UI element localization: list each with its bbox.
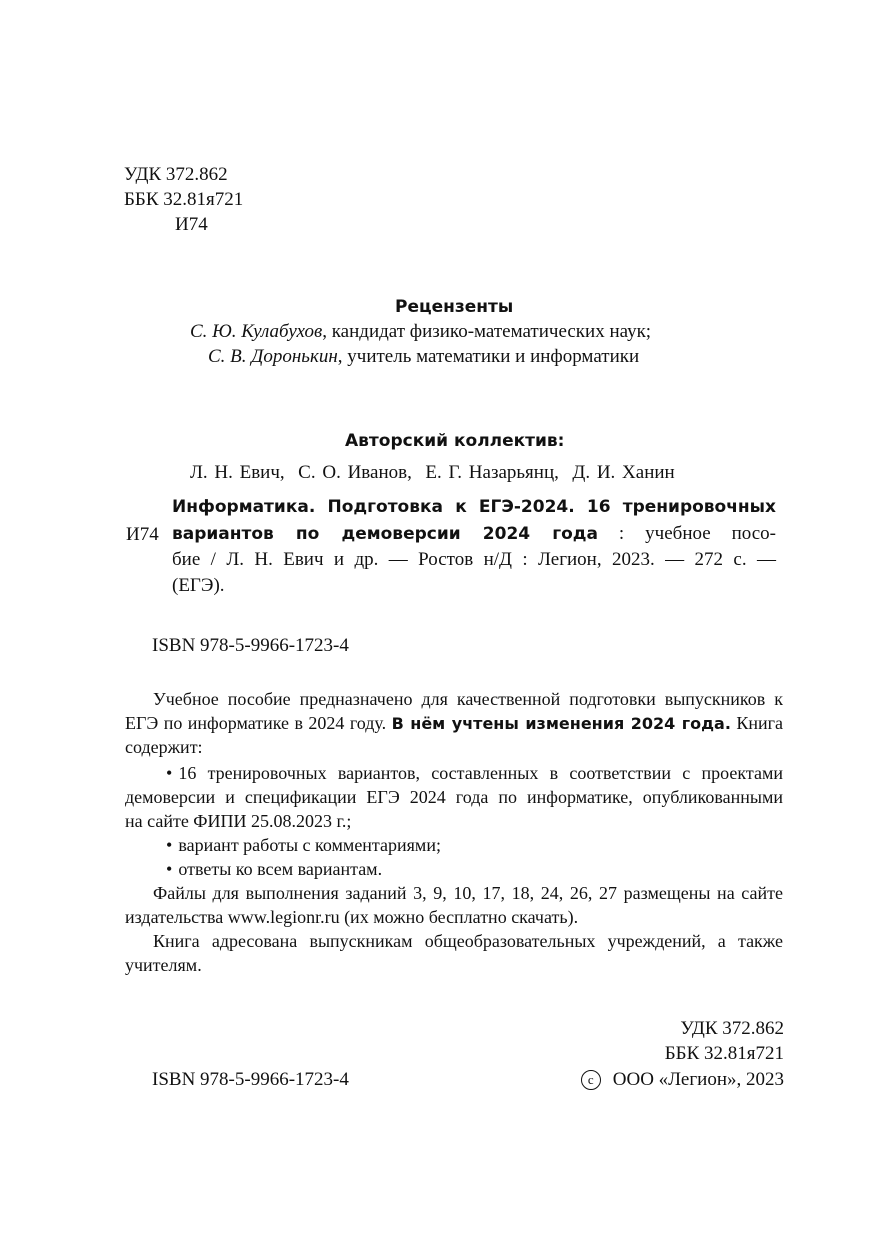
isbn-top: ISBN 978-5-9966-1723-4: [152, 635, 349, 656]
catalog-title-rest: : учебное посо-: [597, 523, 776, 544]
annotation-p3-line1: Книга адресована выпускникам общеобразовательных учреждений, а также: [153, 931, 783, 951]
copyright-icon: c: [581, 1070, 601, 1090]
catalog-mark: И74: [126, 524, 159, 545]
annotation-p2-line1: Файлы для выполнения заданий 3, 9, 10, 17, 18, 24, 26, 27 размещены на сайте: [153, 883, 783, 903]
annotation-highlight: В нём учтены изменения 2024 года.: [391, 714, 731, 733]
authors-list: [190, 462, 675, 484]
catalog-line3: бие / Л. Н. Евич и др. — Ростов н/Д : Легион, 2023. — 272 с. —: [172, 549, 776, 570]
footer-udk: УДК 372.862: [680, 1018, 784, 1039]
authors-heading: Авторский коллектив:: [345, 431, 565, 451]
reviewer-1: [190, 321, 651, 343]
bullet-item-1-line2: демоверсии и спецификации ЕГЭ 2024 года по информатике, опубликованными: [125, 787, 783, 807]
annotation-p3-line2: учителям.: [125, 955, 202, 975]
bullet-item-3: • ответы ко всем вариантам.: [166, 859, 382, 880]
author-3: Е. Г. Назарьянц,: [425, 462, 559, 483]
catalog-title-line2: [172, 523, 776, 545]
annotation-p1-line2-start: ЕГЭ по информатике в 2024 году.: [125, 713, 392, 733]
annotation-p1-line2-end: Книга: [730, 713, 784, 733]
reviewer-1-desc: , кандидат физико-математических наук;: [322, 321, 652, 342]
bullet-item-2: • вариант работы с комментариями;: [166, 835, 441, 856]
annotation-p2-line2: издательства www.legionr.ru (их можно бесплатно скачать).: [125, 907, 579, 927]
annotation-p1-line1: Учебное пособие предназначено для качественной подготовки выпускников к: [153, 689, 783, 709]
author-mark: И74: [175, 214, 208, 235]
footer-bbk: ББК 32.81я721: [664, 1043, 784, 1064]
author-2: С. О. Иванов,: [298, 462, 412, 483]
bullet-item-1-line1: • 16 тренировочных вариантов, составленных в соответствии с проектами: [166, 763, 783, 784]
catalog-title-bold: вариантов по демоверсии 2024 года: [172, 524, 598, 544]
author-4: Д. И. Ханин: [572, 462, 675, 483]
footer-isbn: ISBN 978-5-9966-1723-4: [152, 1069, 349, 1090]
reviewers-heading: Рецензенты: [395, 297, 514, 317]
reviewer-1-name: С. Ю. Кулабухов: [190, 321, 323, 342]
author-1: Л. Н. Евич,: [190, 462, 285, 483]
bullet-item-1-line3: на сайте ФИПИ 25.08.2023 г.;: [125, 811, 352, 831]
udk-code: УДК 372.862: [124, 164, 228, 185]
reviewer-2-name: С. В. Доронькин: [208, 346, 338, 367]
footer-copyright: [581, 1069, 784, 1091]
annotation-p1-line3: содержит:: [125, 737, 203, 757]
reviewer-2-desc: , учитель математики и информатики: [337, 346, 640, 367]
reviewer-2: [208, 346, 639, 368]
catalog-line4: (ЕГЭ).: [172, 575, 225, 596]
catalog-title-line1: Информатика. Подготовка к ЕГЭ-2024. 16 тренировочных: [172, 497, 776, 517]
bbk-code: ББК 32.81я721: [124, 189, 244, 210]
copyright-text: ООО «Легион», 2023: [612, 1069, 784, 1090]
annotation-p1-line2: [125, 713, 783, 734]
